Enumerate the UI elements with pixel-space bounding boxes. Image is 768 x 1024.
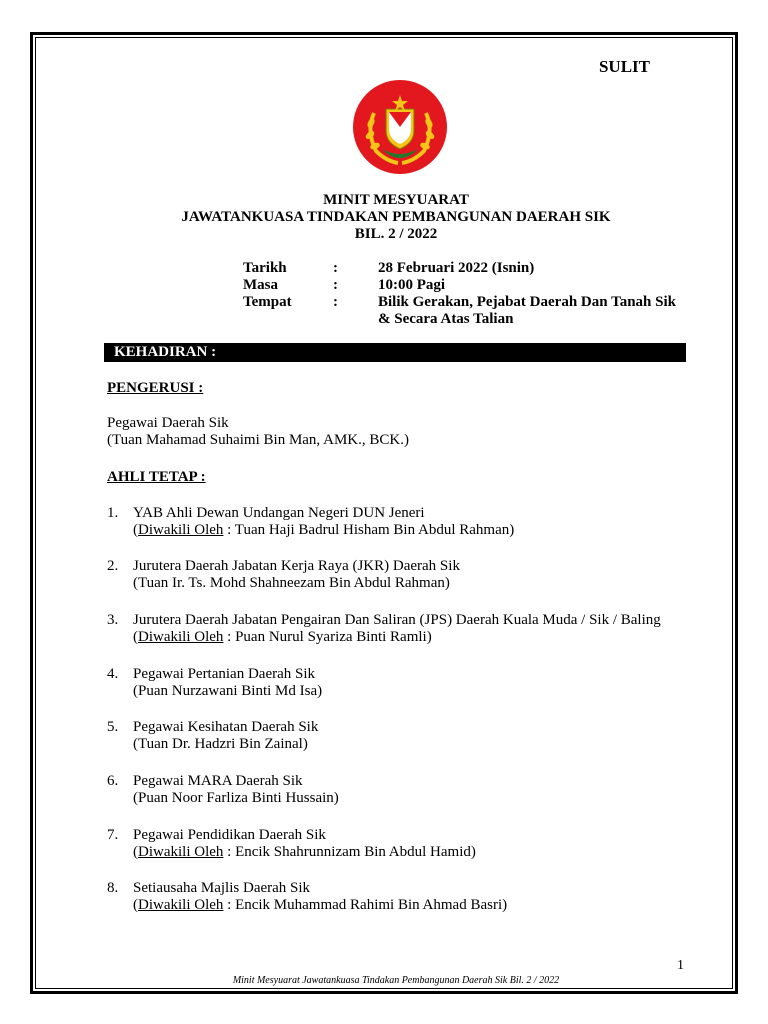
member-name: (Puan Noor Farliza Binti Hussain) [133, 790, 339, 806]
meta-row-venue-cont [243, 311, 676, 328]
pengerusi-title: Pegawai Daerah Sik [107, 415, 229, 431]
kehadiran-section-bar: KEHADIRAN : [104, 343, 686, 362]
pengerusi-heading: PENGERUSI : [107, 380, 204, 396]
page-footer: Minit Mesyuarat Jawatankuasa Tindakan Pembangunan Daerah Sik Bil. 2 / 2022 [232, 975, 560, 986]
rep-name: : Encik Shahrunnizam Bin Abdul Hamid) [223, 844, 476, 860]
title-block [0, 192, 768, 243]
member-name: (Puan Nurzawani Binti Md Isa) [133, 683, 323, 699]
ahli-tetap-heading: AHLI TETAP : [107, 469, 206, 485]
member-number: 4. [107, 666, 119, 682]
member-number: 3. [107, 612, 119, 628]
meta-row-date [243, 260, 676, 277]
wakil-label: Diwakili Oleh [138, 522, 224, 538]
member-item [107, 505, 514, 539]
member-title: Jurutera Daerah Jabatan Kerja Raya (JKR) Daerah Sik [133, 558, 460, 574]
classification-label: SULIT [598, 57, 650, 76]
rep-name: : Puan Nurul Syariza Binti Ramli) [223, 629, 432, 645]
member-item [107, 827, 476, 861]
member-title: Pegawai Pertanian Daerah Sik [133, 666, 316, 682]
member-item [107, 773, 339, 807]
meta-colon: : [333, 294, 338, 310]
member-item [107, 880, 507, 914]
member-number: 7. [107, 827, 119, 843]
member-number: 2. [107, 558, 119, 574]
meta-value: 10:00 Pagi [378, 277, 446, 293]
member-title: Pegawai MARA Daerah Sik [133, 773, 303, 789]
member-number: 1. [107, 505, 119, 521]
meta-label [243, 311, 333, 328]
member-item [107, 612, 661, 646]
member-title: YAB Ahli Dewan Undangan Negeri DUN Jeneri [133, 505, 425, 521]
member-title: Pegawai Pendidikan Daerah Sik [133, 827, 326, 843]
member-title: Pegawai Kesihatan Daerah Sik [133, 719, 319, 735]
meta-label: Masa [243, 277, 278, 293]
rep-prefix: ( [133, 629, 138, 645]
meta-label: Tarikh [243, 260, 287, 276]
member-representative [133, 897, 507, 914]
member-item [107, 719, 318, 753]
member-number: 5. [107, 719, 119, 735]
title-line-3: BIL. 2 / 2022 [354, 226, 438, 242]
member-name: (Tuan Ir. Ts. Mohd Shahneezam Bin Abdul Rahman) [133, 575, 450, 591]
meta-value: 28 Februari 2022 (Isnin) [378, 260, 535, 276]
member-number: 6. [107, 773, 119, 789]
member-name: (Tuan Dr. Hadzri Bin Zainal) [133, 736, 308, 752]
rep-name: : Tuan Haji Badrul Hisham Bin Abdul Rahman) [223, 522, 515, 538]
meta-colon: : [333, 277, 338, 293]
member-representative [133, 844, 476, 861]
meta-value: & Secara Atas Talian [378, 311, 514, 327]
member-item [107, 666, 322, 700]
rep-prefix: ( [133, 897, 138, 913]
kedah-state-crest-icon [352, 79, 448, 175]
rep-name: : Encik Muhammad Rahimi Bin Ahmad Basri) [223, 897, 508, 913]
meta-colon [333, 311, 378, 328]
member-number: 8. [107, 880, 119, 896]
member-title: Setiausaha Majlis Daerah Sik [133, 880, 311, 896]
member-representative [133, 522, 514, 539]
rep-prefix: ( [133, 522, 138, 538]
meta-colon: : [333, 260, 338, 276]
pengerusi-details [107, 415, 409, 449]
page-number: 1 [677, 958, 684, 973]
wakil-label: Diwakili Oleh [138, 629, 224, 645]
meeting-details [243, 260, 676, 328]
rep-prefix: ( [133, 844, 138, 860]
meta-row-venue [243, 294, 676, 311]
member-representative [133, 629, 661, 646]
member-item [107, 558, 460, 592]
meta-value: Bilik Gerakan, Pejabat Daerah Dan Tanah Sik [378, 294, 676, 310]
pengerusi-name: (Tuan Mahamad Suhaimi Bin Man, AMK., BCK.) [107, 432, 409, 448]
wakil-label: Diwakili Oleh [138, 844, 224, 860]
meta-row-time [243, 277, 676, 294]
title-line-2: JAWATANKUASA TINDAKAN PEMBANGUNAN DAERAH SIK [181, 209, 611, 225]
member-title: Jurutera Daerah Jabatan Pengairan Dan Saliran (JPS) Daerah Kuala Muda / Sik / Baling [133, 612, 661, 628]
meta-label: Tempat [243, 294, 292, 310]
title-line-1: MINIT MESYUARAT [323, 192, 469, 208]
wakil-label: Diwakili Oleh [138, 897, 224, 913]
